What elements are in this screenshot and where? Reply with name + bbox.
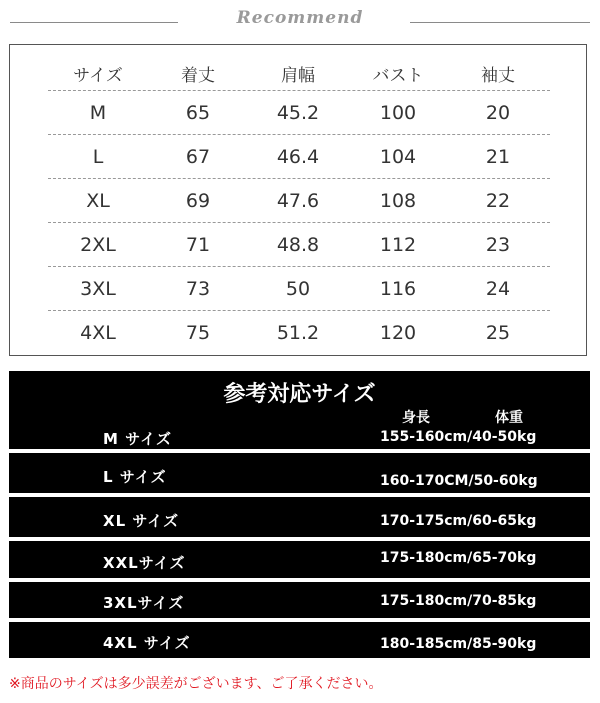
table-cell: 24 — [485, 278, 511, 300]
table-cell: 48.8 — [276, 234, 320, 256]
reference-title: 参考対応サイズ — [223, 382, 376, 407]
table-cell: 73 — [185, 278, 211, 300]
table-cell: 50 — [285, 278, 311, 300]
table-cell: 3XL — [80, 278, 116, 300]
table-cell: 4XL — [80, 322, 116, 344]
reference-size-label: M サイズ — [103, 430, 172, 448]
header-title: Recommend — [236, 8, 364, 28]
size-disclaimer: ※商品のサイズは多少誤差がございます、ご了承ください。 — [9, 676, 383, 692]
size-table-box — [9, 44, 587, 356]
table-cell: 100 — [379, 102, 417, 124]
header-rule-right — [410, 22, 590, 23]
table-row — [48, 311, 550, 355]
reference-band-4xl — [9, 622, 590, 658]
reference-size-label: L サイズ — [103, 468, 167, 486]
table-row — [48, 135, 550, 179]
table-row — [48, 223, 550, 267]
reference-size-label: XXLサイズ — [103, 554, 186, 572]
table-cell: 65 — [185, 102, 211, 124]
reference-size-label: 4XL サイズ — [103, 634, 191, 652]
table-cell: 108 — [379, 190, 417, 212]
reference-size-value: 180-185cm/85-90kg — [380, 636, 537, 652]
size-table-header — [48, 55, 550, 91]
table-cell: 20 — [485, 102, 511, 124]
column-header: 着丈 — [181, 65, 215, 86]
table-cell: 112 — [379, 234, 417, 256]
height-column-label: 身長 — [402, 410, 430, 426]
table-cell: 75 — [185, 322, 211, 344]
reference-band-3xl — [9, 582, 590, 618]
reference-size-label: XL サイズ — [103, 512, 180, 530]
reference-size-value: 170-175cm/60-65kg — [380, 513, 537, 529]
reference-size-value: 160-170CM/50-60kg — [380, 473, 538, 489]
reference-band-xxl — [9, 541, 590, 578]
table-row — [48, 267, 550, 311]
table-cell: 45.2 — [276, 102, 320, 124]
table-row — [48, 179, 550, 223]
table-cell: 21 — [485, 146, 511, 168]
reference-size-label: 3XLサイズ — [103, 594, 185, 612]
table-row — [48, 91, 550, 135]
table-cell: L — [92, 146, 104, 168]
table-cell: 69 — [185, 190, 211, 212]
size-table — [48, 55, 550, 355]
reference-size-value: 175-180cm/65-70kg — [380, 550, 537, 566]
table-cell: 23 — [485, 234, 511, 256]
column-header: 袖丈 — [481, 65, 515, 86]
reference-band-l — [9, 453, 590, 493]
reference-size-value: 175-180cm/70-85kg — [380, 593, 537, 609]
table-cell: 22 — [485, 190, 511, 212]
table-cell: 25 — [485, 322, 511, 344]
table-cell: 46.4 — [276, 146, 320, 168]
table-cell: 116 — [379, 278, 417, 300]
table-cell: 47.6 — [276, 190, 320, 212]
table-cell: 2XL — [80, 234, 116, 256]
column-header: バスト — [372, 65, 424, 86]
column-header: サイズ — [73, 65, 123, 86]
table-cell: 71 — [185, 234, 211, 256]
weight-column-label: 体重 — [495, 410, 523, 426]
table-cell: 104 — [379, 146, 417, 168]
reference-band-m — [9, 371, 590, 449]
table-cell: M — [89, 102, 107, 124]
column-header: 肩幅 — [281, 65, 315, 86]
table-cell: 67 — [185, 146, 211, 168]
reference-size-value: 155-160cm/40-50kg — [380, 429, 537, 445]
reference-band-xl — [9, 497, 590, 537]
table-cell: 120 — [379, 322, 417, 344]
table-cell: XL — [86, 190, 110, 212]
table-cell: 51.2 — [276, 322, 320, 344]
